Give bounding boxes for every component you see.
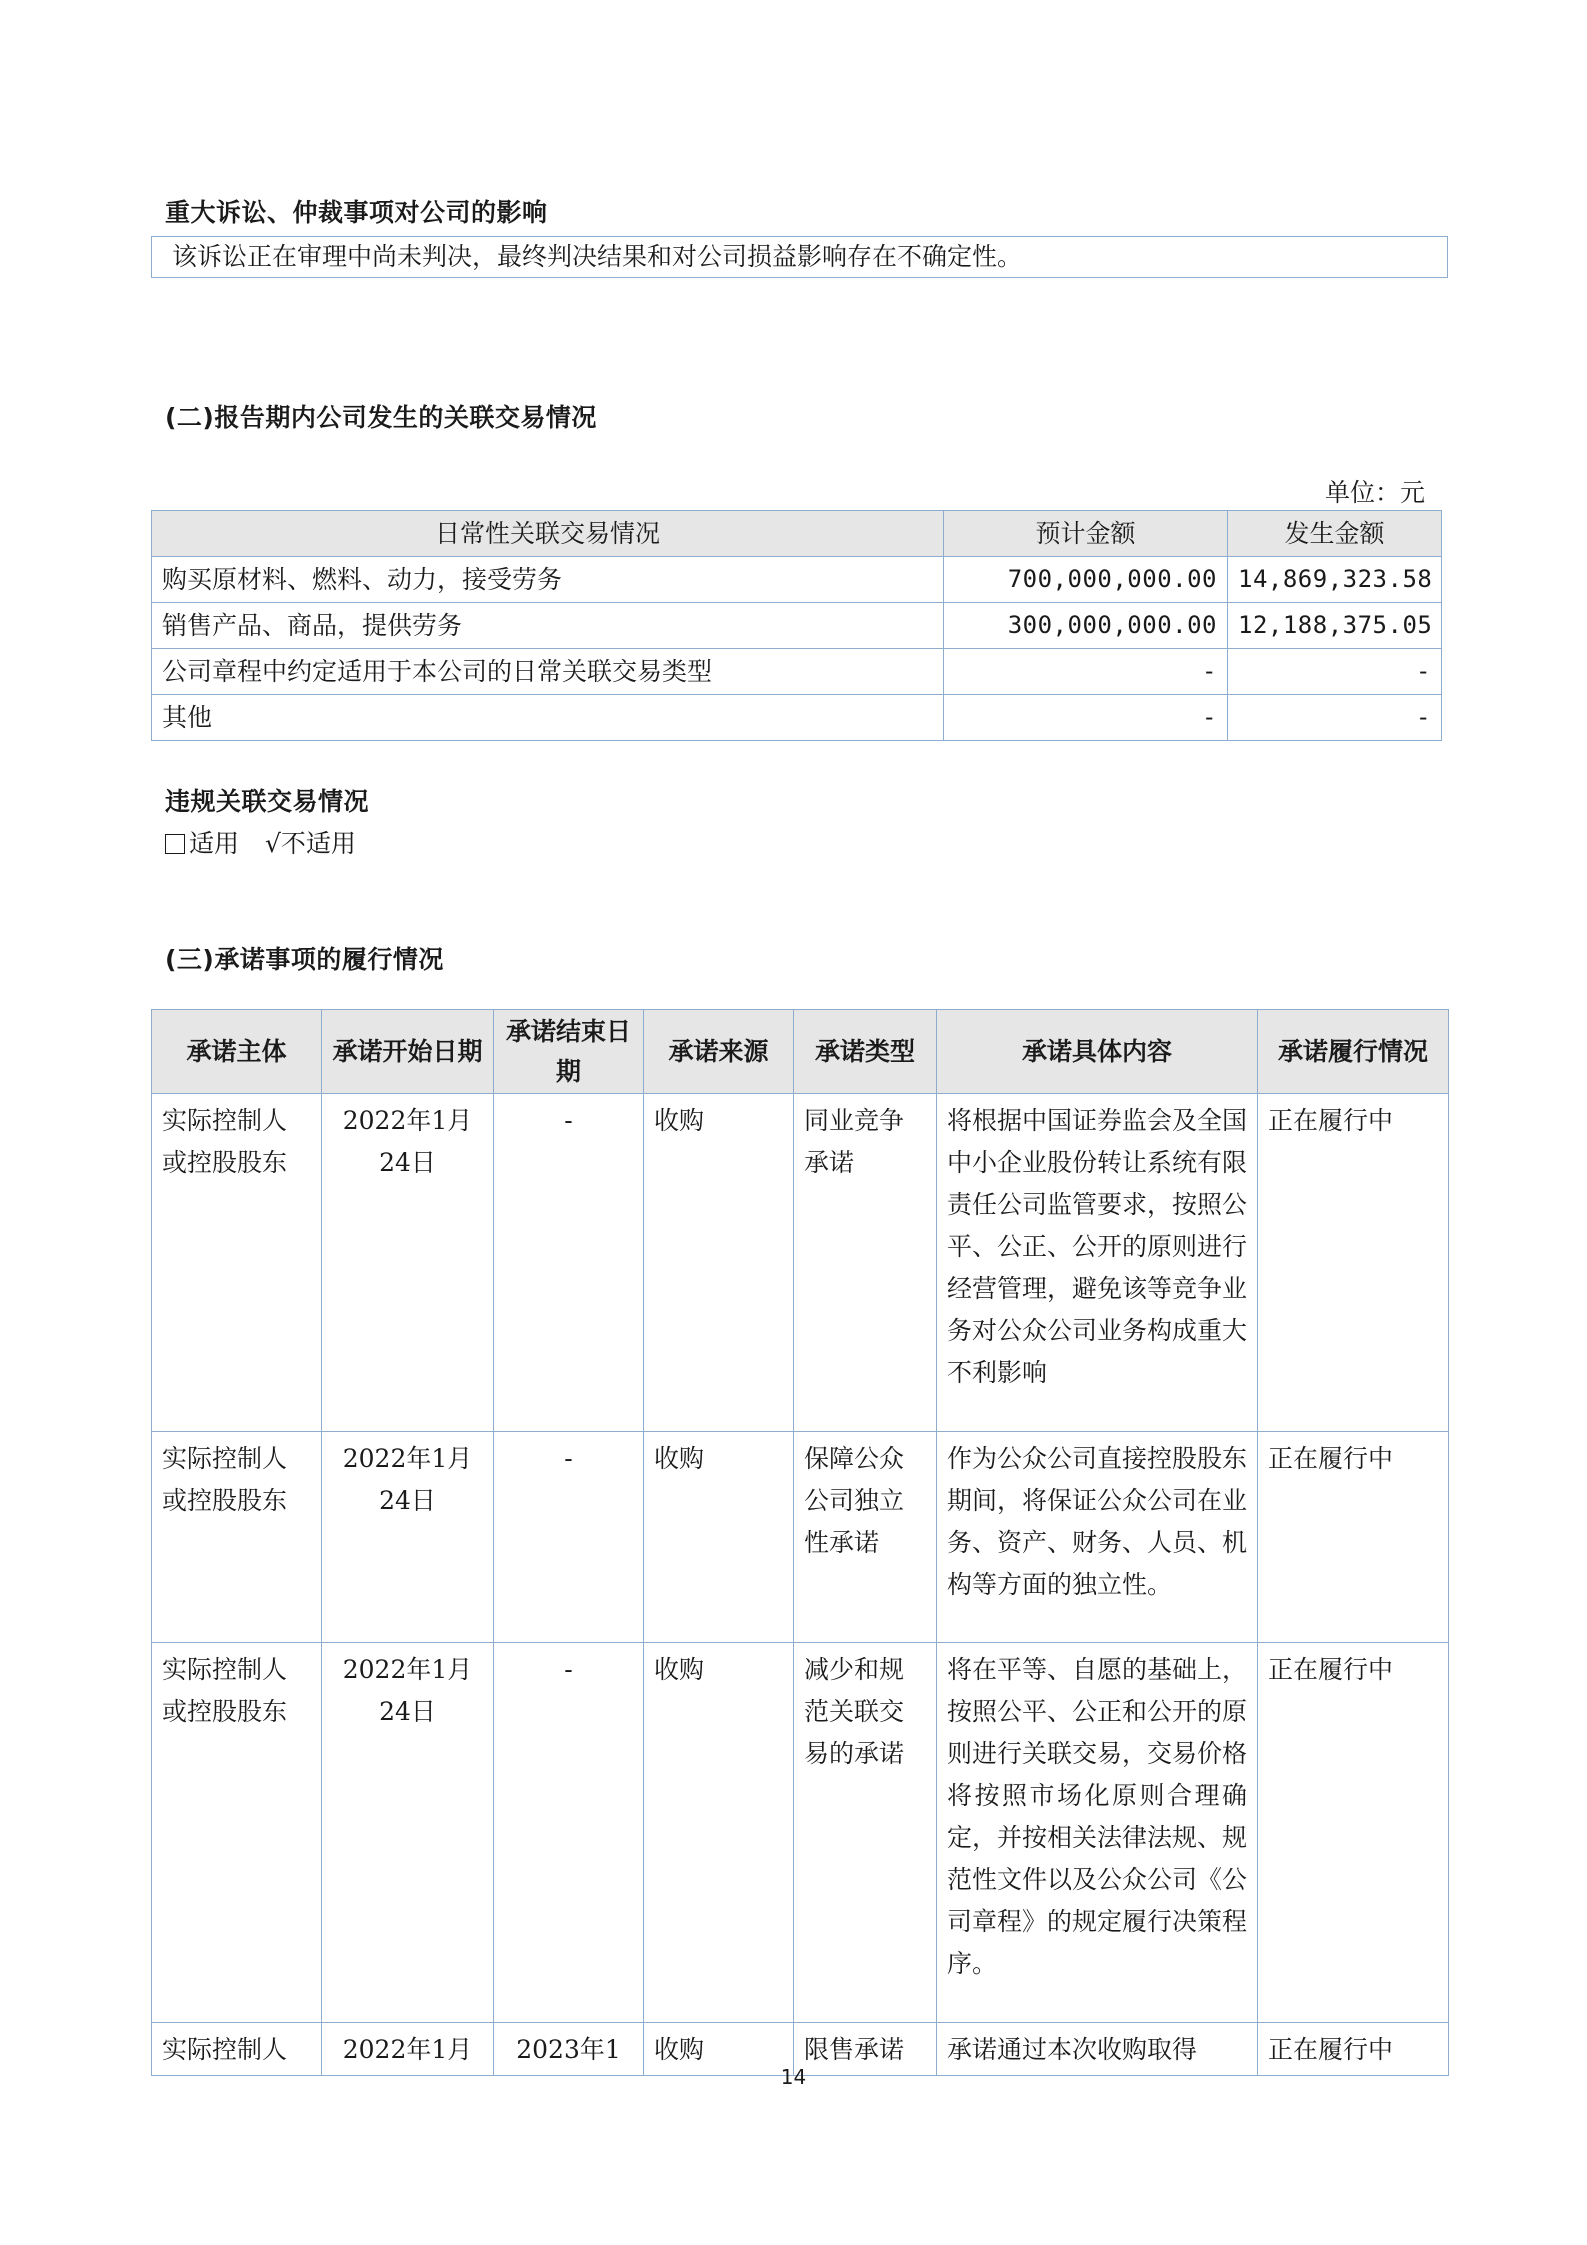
item-cell: 公司章程中约定适用于本公司的日常关联交易类型 [152, 649, 944, 695]
applicable-label: 适用 [189, 829, 240, 858]
litigation-content-box [151, 236, 1448, 278]
subject-cell: 实际控制人 [152, 2023, 322, 2076]
source-cell: 收购 [644, 1432, 794, 1643]
content-cell: 作为公众公司直接控股股东期间，将保证公众公司在业务、资产、财务、人员、机构等方面的独立性。 [937, 1432, 1258, 1643]
actual-amount-cell: - [1228, 695, 1442, 741]
source-cell: 收购 [644, 1643, 794, 2023]
estimated-amount-cell: - [944, 649, 1228, 695]
violation-heading: 违规关联交易情况 [165, 787, 370, 816]
end-date-cell: 2023年1 [494, 2023, 644, 2076]
table-row [152, 1432, 1449, 1643]
related-party-table [151, 510, 1442, 741]
checkbox-icon [165, 834, 185, 854]
litigation-heading: 重大诉讼、仲裁事项对公司的影响 [165, 198, 548, 227]
actual-amount-cell: - [1228, 649, 1442, 695]
subject-cell: 实际控制人或控股股东 [152, 1094, 322, 1432]
table-row [152, 649, 1442, 695]
actual-amount-cell: 14,869,323.58 [1228, 557, 1442, 603]
status-cell: 正在履行中 [1258, 1094, 1449, 1432]
type-cell: 保障公众公司独立性承诺 [794, 1432, 937, 1643]
table-row [152, 1094, 1449, 1432]
source-cell: 收购 [644, 2023, 794, 2076]
end-date-cell: - [494, 1643, 644, 2023]
litigation-content: 该诉讼正在审理中尚未判决，最终判决结果和对公司损益影响存在不确定性。 [172, 242, 1023, 271]
column-header: 承诺开始日期 [322, 1010, 494, 1094]
unit-label: 单位：元 [1325, 478, 1426, 507]
estimated-amount-cell: 700,000,000.00 [944, 557, 1228, 603]
table-header-row [152, 1010, 1449, 1094]
content-cell: 将在平等、自愿的基础上，按照公平、公正和公开的原则进行关联交易，交易价格将按照市场化原则合理确定，并按相关法律法规、规范性文件以及公众公司《公司章程》的规定履行决策程序。 [937, 1643, 1258, 2023]
estimated-amount-cell: - [944, 695, 1228, 741]
commitments-table [151, 1009, 1449, 2076]
item-cell: 其他 [152, 695, 944, 741]
table-header-row [152, 511, 1442, 557]
table-row [152, 695, 1442, 741]
checkmark-icon: √ [264, 829, 281, 858]
end-date-cell: - [494, 1432, 644, 1643]
type-cell: 限售承诺 [794, 2023, 937, 2076]
related-party-heading: (二)报告期内公司发生的关联交易情况 [165, 403, 597, 432]
start-date-cell: 2022年1月24日 [322, 1432, 494, 1643]
subject-cell: 实际控制人或控股股东 [152, 1643, 322, 2023]
table-row [152, 557, 1442, 603]
status-cell: 正在履行中 [1258, 1432, 1449, 1643]
item-cell: 购买原材料、燃料、动力，接受劳务 [152, 557, 944, 603]
column-header: 承诺来源 [644, 1010, 794, 1094]
start-date-cell: 2022年1月 [322, 2023, 494, 2076]
start-date-cell: 2022年1月24日 [322, 1643, 494, 2023]
column-header: 承诺结束日期 [494, 1010, 644, 1094]
column-header: 日常性关联交易情况 [152, 511, 944, 557]
content-cell: 承诺通过本次收购取得 [937, 2023, 1258, 2076]
source-cell: 收购 [644, 1094, 794, 1432]
actual-amount-cell: 12,188,375.05 [1228, 603, 1442, 649]
status-cell: 正在履行中 [1258, 1643, 1449, 2023]
column-header: 承诺主体 [152, 1010, 322, 1094]
column-header: 承诺履行情况 [1258, 1010, 1449, 1094]
type-cell: 同业竞争承诺 [794, 1094, 937, 1432]
table-row [152, 1643, 1449, 2023]
column-header: 预计金额 [944, 511, 1228, 557]
start-date-cell: 2022年1月24日 [322, 1094, 494, 1432]
column-header: 承诺具体内容 [937, 1010, 1258, 1094]
page-number: 14 [780, 2065, 807, 2089]
column-header: 承诺类型 [794, 1010, 937, 1094]
subject-cell: 实际控制人或控股股东 [152, 1432, 322, 1643]
applicability-line [165, 824, 356, 860]
status-cell: 正在履行中 [1258, 2023, 1449, 2076]
not-applicable-label: 不适用 [280, 829, 356, 858]
item-cell: 销售产品、商品，提供劳务 [152, 603, 944, 649]
commitments-heading: (三)承诺事项的履行情况 [165, 945, 444, 974]
estimated-amount-cell: 300,000,000.00 [944, 603, 1228, 649]
end-date-cell: - [494, 1094, 644, 1432]
content-cell: 将根据中国证券监会及全国中小企业股份转让系统有限责任公司监管要求，按照公平、公正、公开的原则进行经营管理，避免该等竞争业务对公众公司业务构成重大不利影响 [937, 1094, 1258, 1432]
type-cell: 减少和规范关联交易的承诺 [794, 1643, 937, 2023]
table-row [152, 603, 1442, 649]
column-header: 发生金额 [1228, 511, 1442, 557]
